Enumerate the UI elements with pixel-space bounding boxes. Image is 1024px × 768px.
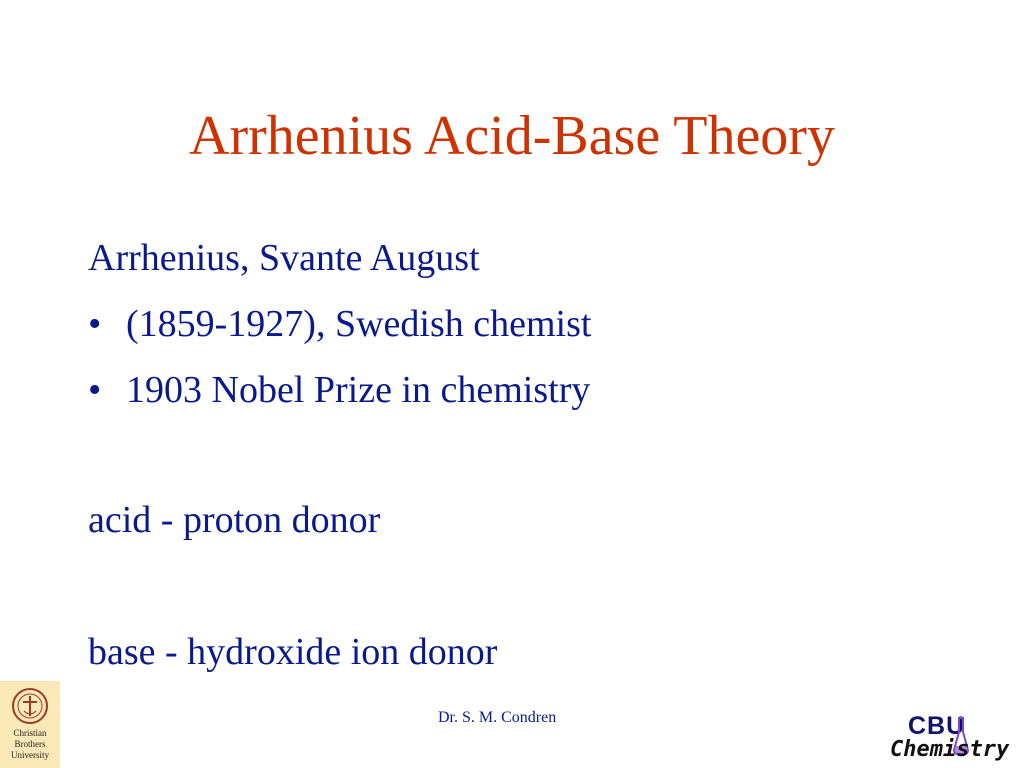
university-seal-icon — [11, 687, 49, 725]
bullet-text: 1903 Nobel Prize in chemistry — [126, 369, 591, 411]
bullet-item-lifespan — [88, 300, 591, 348]
university-name — [0, 728, 60, 761]
university-name-line: Christian — [13, 728, 47, 738]
subject-line: Arrhenius, Svante August — [88, 237, 480, 279]
bullet-marker: • — [88, 369, 102, 411]
department-logo-bottom-text: Chemistry — [890, 737, 1010, 762]
bullet-item-nobel — [88, 366, 590, 414]
department-logo — [888, 712, 1014, 766]
slide-title: Arrhenius Acid-Base Theory — [189, 105, 835, 167]
department-logo-top-text: CBU — [908, 712, 966, 740]
bullet-marker: • — [88, 303, 102, 345]
base-definition: base - hydroxide ion donor — [88, 631, 498, 673]
university-name-line: Brothers — [14, 739, 46, 749]
footer-author: Dr. S. M. Condren — [438, 709, 557, 726]
bullet-text: (1859-1927), Swedish chemist — [126, 303, 592, 345]
university-name-line: University — [11, 750, 49, 760]
acid-definition: acid - proton donor — [88, 499, 381, 541]
university-logo — [0, 681, 60, 768]
